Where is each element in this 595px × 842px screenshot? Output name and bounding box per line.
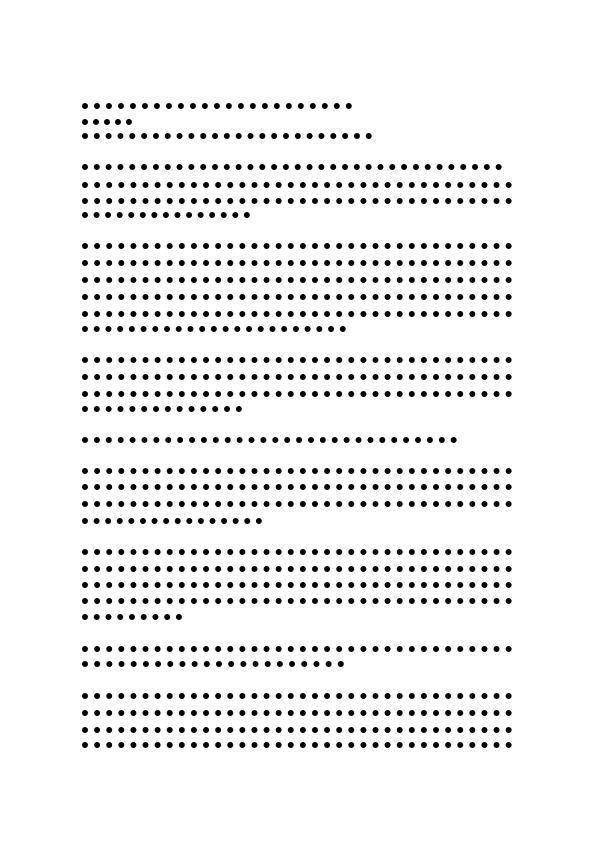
text-line — [82, 294, 512, 306]
text-line — [82, 164, 502, 176]
text-line — [82, 614, 182, 626]
text-line — [82, 260, 512, 272]
text-line — [82, 646, 512, 658]
text-line — [82, 277, 512, 289]
text-line — [82, 598, 512, 610]
text-line — [82, 374, 512, 386]
text-line — [82, 727, 512, 739]
text-line — [82, 357, 512, 369]
text-line — [82, 198, 512, 210]
text-line — [82, 549, 512, 561]
text-line — [82, 468, 512, 480]
text-line — [82, 484, 512, 496]
text-line — [82, 582, 512, 594]
text-line — [82, 566, 512, 578]
text-line — [82, 103, 352, 115]
text-line — [82, 742, 512, 754]
text-line — [82, 243, 512, 255]
text-line — [82, 437, 457, 449]
text-line — [82, 406, 242, 418]
text-line — [82, 693, 512, 705]
text-line — [82, 182, 512, 194]
text-line — [82, 710, 512, 722]
text-line — [82, 501, 512, 513]
text-line — [82, 119, 132, 131]
text-line — [82, 212, 250, 224]
text-line — [82, 518, 262, 530]
text-line — [82, 326, 346, 338]
text-line — [82, 391, 512, 403]
text-line — [82, 661, 344, 673]
text-line — [82, 133, 372, 145]
text-line — [82, 311, 512, 323]
